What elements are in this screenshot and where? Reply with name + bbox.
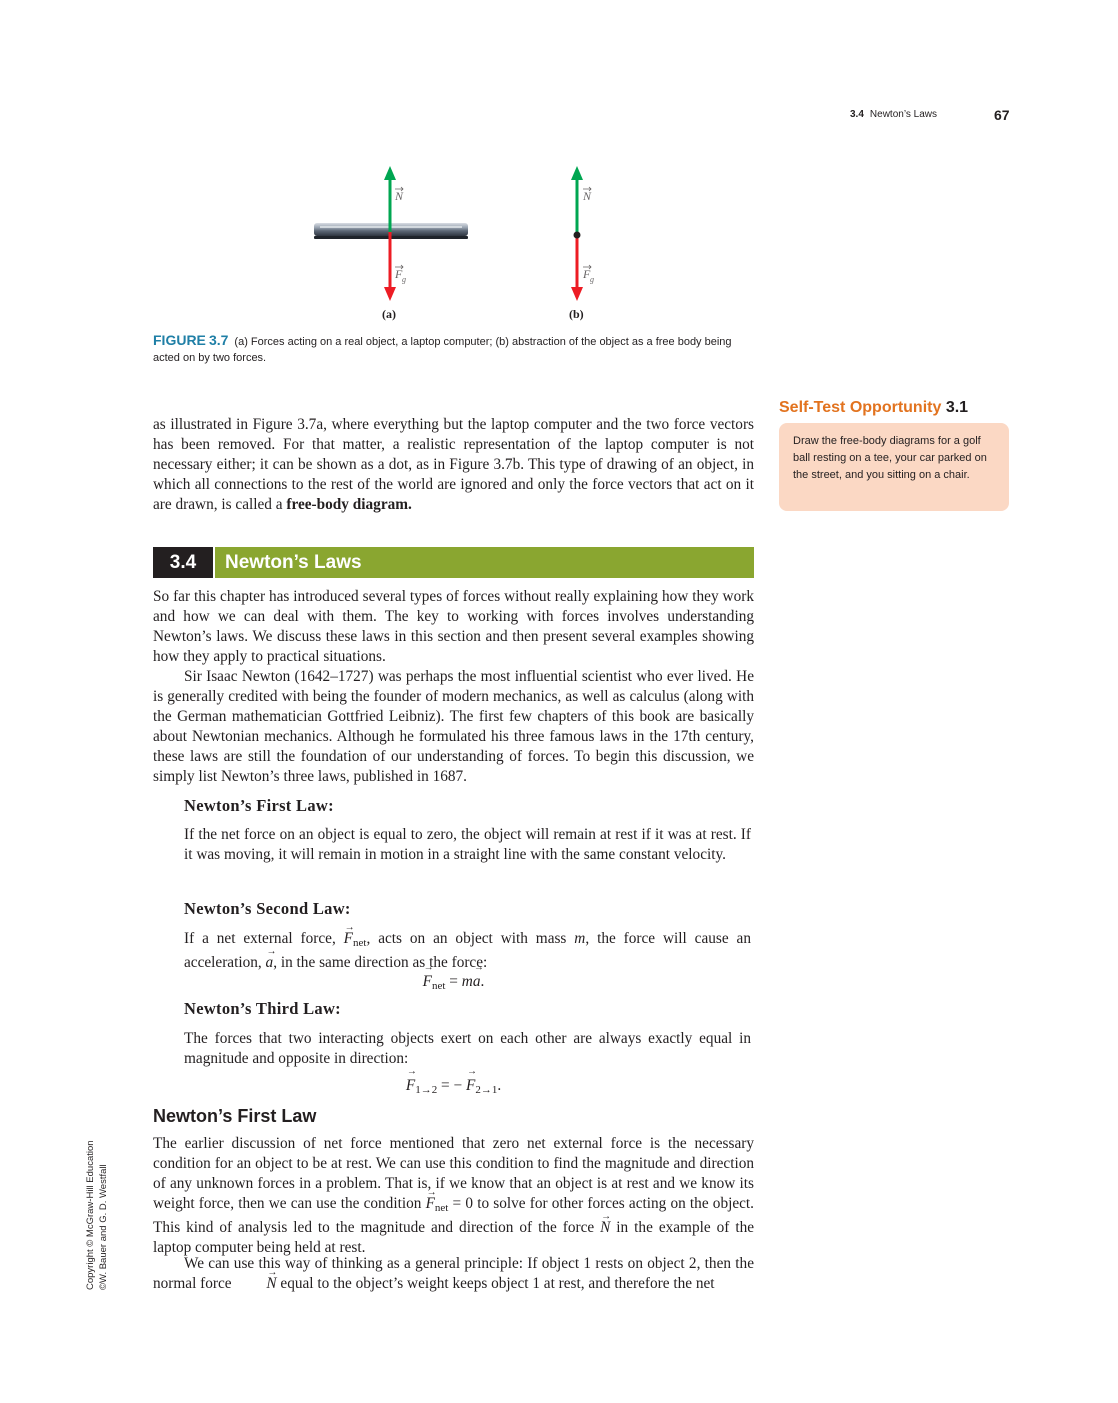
eq-end: . (480, 973, 485, 990)
figure-part-a-label: (a) (382, 307, 396, 321)
paragraph-net-force-c: in the example of the laptop computer being held at rest. (153, 1219, 755, 1256)
paragraph-net-force (153, 1134, 754, 1258)
eq-mass: m (461, 973, 473, 990)
figure-part-b-label: (b) (569, 307, 584, 321)
second-law-text-b: , acts on an object with mass (366, 930, 567, 947)
paragraph-free-body (153, 415, 754, 515)
label-normal-a: N (395, 189, 404, 203)
section-heading (153, 547, 754, 578)
second-law-heading: Newton’s Second Law: (184, 899, 351, 918)
self-test-title-text: Self-Test Opportunity (779, 399, 942, 416)
vector-f-net-inline: → F (426, 1194, 435, 1214)
label-weight-a-sub: g (402, 275, 406, 284)
page-number: 67 (994, 107, 1010, 123)
eq-vector-f21: → F (466, 1077, 475, 1095)
vector-n-normal: → N (235, 1274, 276, 1294)
eq-zero: = 0 (448, 1195, 474, 1212)
subsection-heading: Newton’s First Law (153, 1106, 317, 1126)
label-normal-b: N (583, 189, 592, 203)
second-law-text-d: , in the same direction as the force: (273, 954, 488, 971)
eq-vector-f: → F (423, 973, 432, 991)
section-title: Newton’s Laws (215, 547, 754, 578)
copyright-notice (84, 1130, 114, 1290)
figure-3-7 (300, 160, 640, 330)
label-weight-a: F (395, 267, 403, 281)
eq-vector-f12: → F (406, 1077, 415, 1095)
running-head (850, 109, 1010, 120)
first-law-text: If the net force on an object is equal to zero, the object will remain at rest if it was at rest. If it was moving, it will remain in motion in a straight line with the same constant velocity. (184, 826, 751, 863)
figure-caption-label: FIGURE (153, 332, 206, 348)
self-test-box (779, 423, 1009, 511)
eq-equals: = (445, 973, 462, 990)
eq-net-subscript: net (432, 980, 446, 992)
vector-n-inline: → N (600, 1218, 610, 1238)
label-weight-b: F (583, 267, 591, 281)
second-law-equation (153, 973, 754, 992)
third-law-equation (153, 1077, 754, 1096)
vector-f-net: → F (344, 929, 353, 949)
net-subscript-inline: net (434, 1202, 449, 1214)
eq3-end: . (497, 1077, 502, 1094)
weight-force-arrow-b (571, 235, 583, 301)
paragraph-general-principle-a: We can use this way of thinking as a general principle: If object 1 rests on object 2, then the normal force (153, 1255, 754, 1292)
eq-sub-21: 2→1 (475, 1084, 498, 1096)
self-test-text: Draw the free-body diagrams for a golf ball resting on a tee, your car parked on the street, and you sitting on a chair. (793, 435, 987, 481)
vector-a: → a (266, 953, 274, 973)
first-law-heading: Newton’s First Law: (184, 796, 334, 815)
running-head-title: Newton’s Laws (869, 109, 937, 120)
label-weight-b-sub: g (590, 275, 594, 284)
paragraph-general-principle-b: equal to the object’s weight keeps object 1 at rest, and therefore the net (276, 1275, 715, 1292)
self-test-title (779, 399, 968, 417)
paragraph-general-principle (153, 1254, 754, 1294)
paragraph-net-force-a: The earlier discussion of net force mentioned that zero net external force is the necessary condition for an object to be at rest. We can use this condition to find the magnitude and direction of any unknown forces in a problem. That is, if we know that an object is at rest and we know its weight force, then we can use the condition (153, 1135, 754, 1212)
copyright-line-2: ©W. Bauer and G. D. Westfall (98, 1164, 109, 1290)
mass-symbol: m (574, 930, 586, 947)
eq-sub-12: 1→2 (415, 1084, 438, 1096)
self-test-number: 3.1 (945, 399, 969, 416)
figure-caption-number: 3.7 (208, 332, 229, 348)
paragraph-intro: So far this chapter has introduced several types of forces without really explaining how they work and how we can deal with them. The key to working with forces involves understanding Newton’s laws. We discuss these laws in this section and then present several examples showing how they apply to practical situations. (153, 588, 754, 665)
free-body-term: free-body diagram. (286, 496, 412, 513)
figure-caption-text: (a) Forces acting on a real object, a laptop computer; (b) abstraction of the object as a free body being acted on by two forces. (153, 336, 732, 364)
free-body-dot (574, 232, 581, 239)
paragraph-newton-bio: Sir Isaac Newton (1642–1727) was perhaps the most influential scientist who ever lived. He is generally credited with being the founder of modern mechanics, as well as calculus (along with the German mathematician Gottfried Leibniz). The first few chapters of this book are basically about Newtonian mechanics. Although he formulated his three famous laws in the 17th century, these laws are still the foundation of our understanding of forces. To begin this discussion, we simply list Newton’s three laws, published in 1687. (153, 668, 754, 785)
running-head-section: 3.4 (850, 109, 864, 120)
paragraph-free-body-text: as illustrated in Figure 3.7a, where everything but the laptop computer and the two force vectors has been removed. For that matter, a realistic representation of the laptop computer is not necessary either; it can be shown as a dot, as in Figure 3.7b. This type of drawing of an object, in which all connections to the rest of the world are ignored and only the force vectors that act on it are drawn, is called a (153, 416, 754, 513)
second-law-text-c: , the force will cause an acceleration, (184, 930, 751, 971)
third-law-text: The forces that two interacting objects exert on each other are always exactly equal in magnitude and opposite in direction: (184, 1030, 751, 1067)
section-number: 3.4 (153, 547, 213, 578)
third-law-heading: Newton’s Third Law: (184, 999, 341, 1018)
net-subscript: net (353, 937, 367, 949)
second-law-text-a: If a net external force, (184, 930, 336, 947)
copyright-line-1: Copyright © McGraw-Hill Education (85, 1140, 96, 1290)
paragraph-net-force-b: to solve for other forces acting on the object. This kind of analysis led to the magnitude and direction of the force (153, 1195, 754, 1236)
normal-force-arrow-b (571, 166, 583, 235)
second-law-text (184, 929, 751, 973)
figure-caption (153, 332, 753, 366)
eq-vector-a: → a (473, 973, 481, 991)
eq-minus: = − (437, 1077, 466, 1094)
